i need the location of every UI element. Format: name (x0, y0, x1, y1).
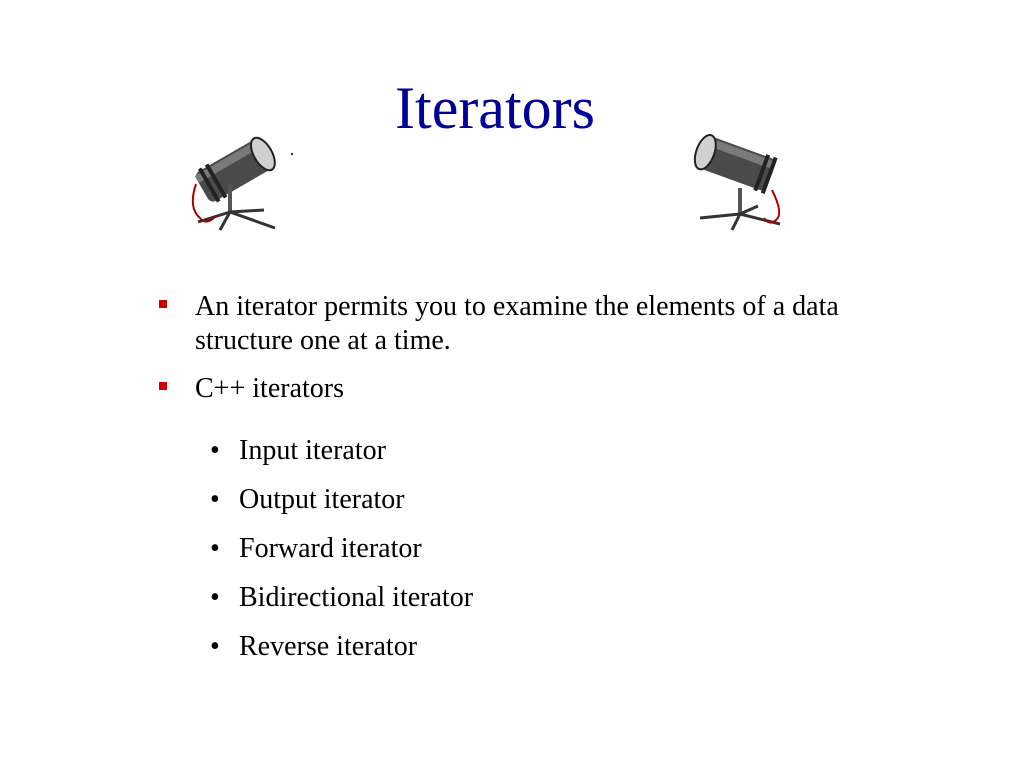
dot-bullet-icon: • (210, 631, 220, 662)
spotlight-icon (180, 118, 300, 238)
sub-list-item (155, 483, 875, 517)
sub-list-item (155, 532, 875, 566)
sub-bullet-list (155, 434, 875, 679)
sub-list-item (155, 581, 875, 615)
dot-bullet-icon: • (210, 484, 220, 515)
list-item (155, 372, 875, 406)
slide-title: Iterators (395, 75, 595, 141)
sub-bullet-text: Bidirectional iterator (239, 582, 474, 613)
bullet-text: An iterator permits you to examine the elements of a data structure one at a time. (195, 291, 839, 356)
bullet-list (155, 290, 875, 420)
bullet-text: C++ iterators (195, 373, 344, 404)
dot-bullet-icon: • (210, 582, 220, 613)
square-bullet-icon (159, 300, 167, 308)
dot-bullet-icon: • (210, 435, 220, 466)
dot-bullet-icon: • (210, 533, 220, 564)
sub-bullet-text: Reverse iterator (239, 631, 418, 662)
sub-bullet-text: Output iterator (239, 484, 405, 515)
sub-bullet-text: Input iterator (239, 435, 386, 466)
spotlight-icon (680, 118, 800, 238)
sub-list-item (155, 630, 875, 664)
sub-list-item (155, 434, 875, 468)
list-item (155, 290, 875, 358)
square-bullet-icon (159, 382, 167, 390)
sub-bullet-text: Forward iterator (239, 533, 422, 564)
